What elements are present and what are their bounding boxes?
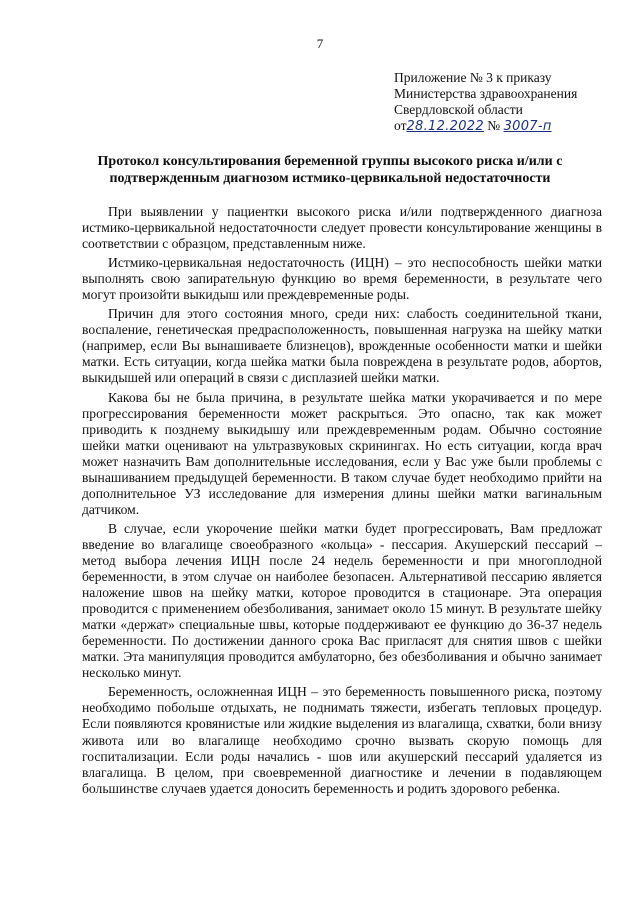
approval-line-2: Министерства здравоохранения: [394, 86, 578, 101]
approval-block: [394, 70, 624, 135]
paragraph: При выявлении у пациентки высокого риска и/или подтвержденного диагноза истмико-цервикальной недостаточности следует провести консультирование женщины в соответствии с образцом, представленным ниже.: [82, 204, 602, 252]
paragraph: Беременность, осложненная ИЦН – это беременность повышенного риска, поэтому необходимо побольше отдыхать, не поднимать тяжести, избегать тепловых процедур. Если появляются кровянистые или жидкие выделения из влагалища, схватки, боли внизу живота или во влагалище необходимо срочно вызвать скорую помощь для госпитализации. Если роды начались - шов или акушерский пессарий удаляется из влагалища. В целом, при своевременной диагностике и лечении в подавляющем большинстве случаев удается доносить беременность и родить здорового ребенка.: [82, 684, 602, 796]
date-prefix: от: [394, 118, 407, 133]
paragraph: Истмико-цервикальная недостаточность (ИЦН) – это неспособность шейки матки выполнять свою запирательную функцию во время беременности, в результате чего могут произойти выкидыш или преждевременные роды.: [82, 255, 602, 303]
approval-date-line: [394, 118, 624, 135]
handwritten-order-number: 3007-п: [503, 119, 552, 134]
handwritten-date: 28.12.2022: [406, 119, 484, 134]
paragraph: Какова бы не была причина, в результате шейка матки укорачивается и по мере прогрессирования беременности может раскрыться. Это опасно, так как может приводить к позднему выкидышу или преждевременным родам. Обычно состояние шейки матки оценивают на ультразвуковых скринингах. Но есть ситуации, когда врач может назначить Вам дополнительные исследования, если у Вас уже были проблемы с вынашиванием предыдущей беременности. В таком случае будет необходимо прийти на дополнительное УЗ исследование для измерения длины шейки матки вагинальным датчиком.: [82, 389, 602, 517]
approval-line-1: Приложение № 3 к приказу: [394, 70, 552, 85]
approval-line-3: Свердловской области: [394, 102, 523, 117]
page-number: 7: [316, 36, 324, 51]
number-prefix: №: [487, 118, 501, 133]
paragraph: Причин для этого состояния много, среди них: слабость соединительной ткани, воспаление, генетическая предрасположенность, повышенная нагрузка на шейку матки (например, если Вы вынашиваете близнецов), врожденные особенности матки и шейки матки. Есть ситуации, когда шейка матки была повреждена в результате родов, абортов, выкидышей или операций в связи с дисплазией шейки матки.: [82, 306, 602, 386]
paragraph: В случае, если укорочение шейки матки будет прогрессировать, Вам предложат введение во влагалище своеобразного «кольца» - пессария. Акушерский пессарий – метод выбора лечения ИЦН после 24 недель беременности и при многоплодной беременности, в этом случае он наиболее безопасен. Альтернативой пессарию является наложение швов на шейку матки, которое проводится в стационаре. Эта операция проводится с применением обезболивания, занимает около 15 минут. В результате шейку матки «держат» специальные швы, которые поддерживают ее функцию до 36-37 недель беременности. По достижении данного срока Вас пригласят для снятия швов с шейки матки. Эта манипуляция проводится амбулаторно, без обезболивания и обычно занимает несколько минут.: [82, 520, 602, 681]
document-title: Протокол консультирования беременной группы высокого риска и/или с подтвержденным диагнозом истмико-цервикальной недостаточности: [97, 154, 563, 186]
document-body: [82, 204, 602, 800]
